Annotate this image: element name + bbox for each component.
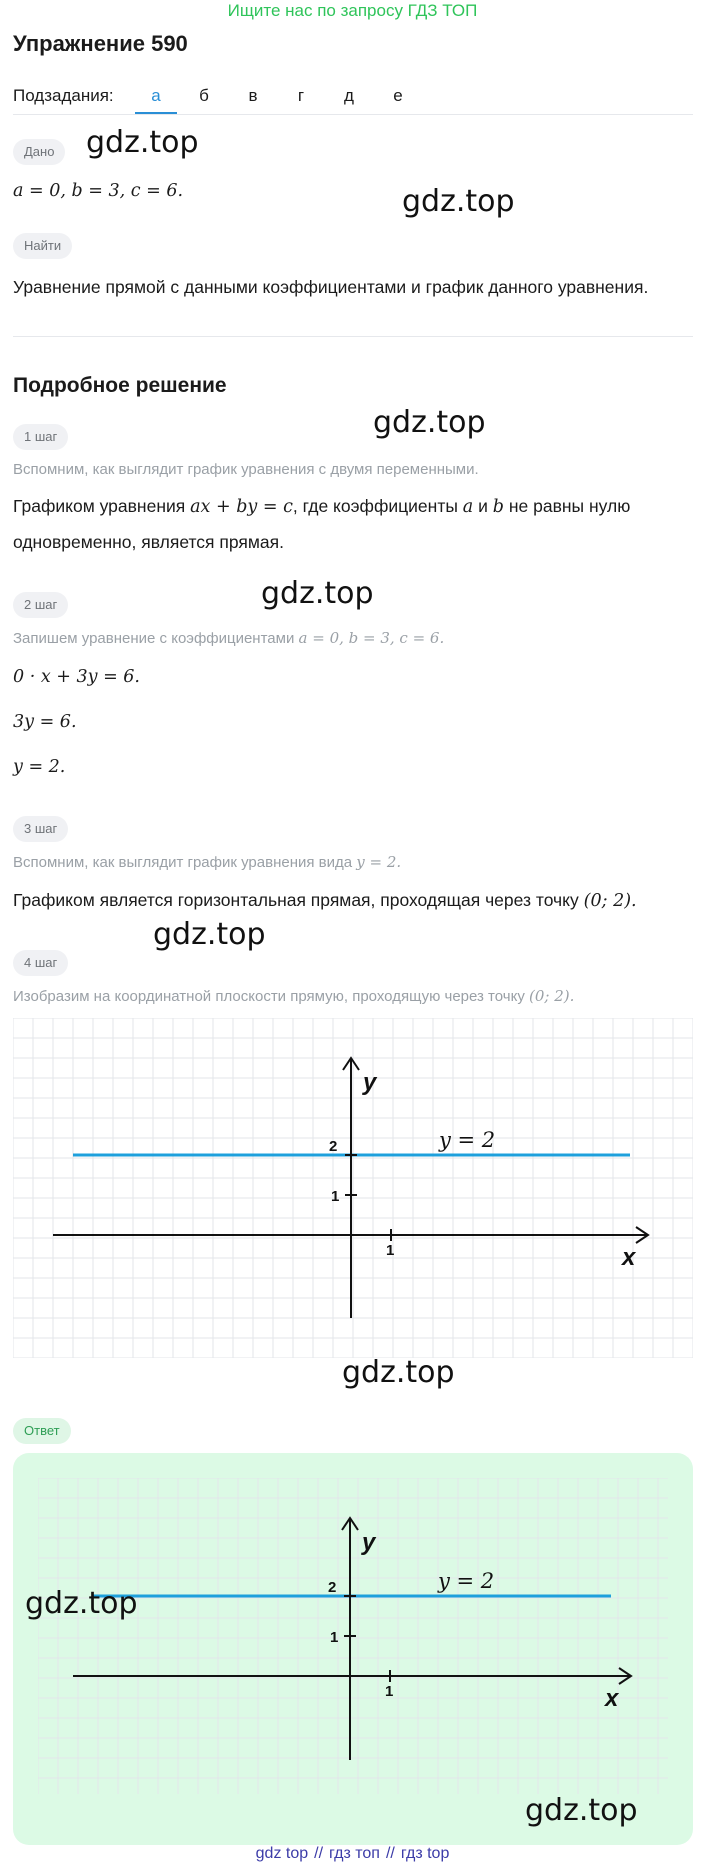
footer-separator: //	[314, 1845, 324, 1862]
step-2-chip: 2 шаг	[13, 592, 68, 618]
given-formula: a = 0, b = 3, c = 6.	[13, 181, 184, 201]
step-1-chip: 1 шаг	[13, 424, 68, 450]
solution-heading: Подробное решение	[13, 374, 227, 397]
answer-coordinate-graph	[38, 1478, 668, 1794]
subtasks-label: Подзадания:	[13, 86, 114, 105]
tab-e[interactable]: е	[393, 86, 403, 105]
step-1-paragraph-2: одновременно, является прямая.	[13, 532, 284, 552]
footer-link[interactable]: гдз top	[400, 1845, 450, 1862]
y-tick-label: 1	[331, 1188, 340, 1205]
step-1-text: и	[478, 496, 488, 516]
y-axis-label: y	[363, 1069, 377, 1096]
y-axis-label: y	[362, 1529, 376, 1556]
coordinate-graph	[13, 1018, 693, 1358]
step-2-line: 0 · x + 3y = 6.	[13, 667, 140, 687]
step-4-hint-formula: (0; 2).	[529, 987, 575, 1005]
footer-separator: //	[385, 1845, 395, 1862]
watermark: gdz.top	[402, 184, 515, 219]
footer-link[interactable]: gdz top	[255, 1845, 309, 1862]
tab-g[interactable]: г	[297, 86, 305, 105]
step-3-hint-text: Вспомним, как выглядит график уравнения вида	[13, 854, 353, 871]
y-tick-label: 1	[330, 1629, 339, 1646]
watermark: gdz.top	[86, 125, 199, 160]
answer-chip: Ответ	[13, 1418, 71, 1444]
step-2-hint-text: Запишем уравнение с коэффициентами	[13, 630, 295, 647]
step-1-hint: Вспомним, как выглядит график уравнения с двумя переменными.	[13, 461, 479, 478]
page-title: Упражнение 590	[13, 31, 188, 56]
watermark: gdz.top	[342, 1355, 455, 1390]
y-tick-label: 2	[328, 1579, 337, 1596]
step-3-text	[13, 888, 637, 913]
step-3-text-body: Графиком является горизонтальная прямая, проходящая через точку	[13, 890, 579, 910]
tab-b[interactable]: б	[199, 86, 209, 105]
step-3-hint-formula: y = 2.	[356, 853, 402, 871]
graph-line-label: y = 2	[438, 1569, 495, 1593]
step-3-chip: 3 шаг	[13, 816, 68, 842]
tab-d[interactable]: д	[344, 86, 354, 105]
watermark: gdz.top	[373, 405, 486, 440]
step-2-line: y = 2.	[13, 757, 66, 777]
footer-links	[0, 1845, 705, 1863]
step-1-paragraph	[13, 494, 630, 519]
y-tick-label: 2	[329, 1138, 338, 1155]
graph-line-label: y = 2	[439, 1128, 496, 1152]
step-1-text: , где коэффициенты	[292, 496, 458, 516]
section-divider	[13, 336, 693, 337]
step-2-hint-formula: a = 0, b = 3, c = 6.	[298, 629, 445, 647]
tabs-divider	[13, 114, 693, 115]
x-axis-label: x	[622, 1244, 636, 1271]
step-2-line: 3y = 6.	[13, 712, 77, 732]
step-1-formula: ax + by = c	[190, 497, 293, 517]
find-text: Уравнение прямой с данными коэффициентами и график данного уравнения.	[13, 277, 649, 297]
step-3-hint	[13, 852, 401, 873]
step-4-hint	[13, 986, 574, 1007]
step-3-formula: (0; 2).	[583, 891, 637, 911]
step-1-var: b	[492, 497, 504, 517]
step-1-text: не равны нулю	[508, 496, 631, 516]
find-chip: Найти	[13, 233, 72, 259]
given-chip: Дано	[13, 139, 65, 165]
tab-a[interactable]: а	[151, 86, 161, 105]
watermark: gdz.top	[25, 1586, 138, 1621]
watermark: gdz.top	[261, 576, 374, 611]
step-1-var: a	[462, 497, 474, 517]
x-axis-label: x	[605, 1685, 619, 1712]
step-1-text: Графиком уравнения	[13, 496, 186, 516]
tab-v[interactable]: в	[248, 86, 258, 105]
watermark: gdz.top	[525, 1793, 638, 1828]
search-banner: Ищите нас по запросу ГДЗ ТОП	[227, 1, 478, 20]
footer-link[interactable]: гдз топ	[329, 1845, 380, 1862]
x-tick-label: 1	[385, 1683, 394, 1700]
x-tick-label: 1	[386, 1242, 395, 1259]
step-4-chip: 4 шаг	[13, 950, 68, 976]
watermark: gdz.top	[153, 917, 266, 952]
step-2-hint	[13, 628, 444, 649]
step-4-hint-text: Изобразим на координатной плоскости прямую, проходящую через точку	[13, 988, 525, 1005]
